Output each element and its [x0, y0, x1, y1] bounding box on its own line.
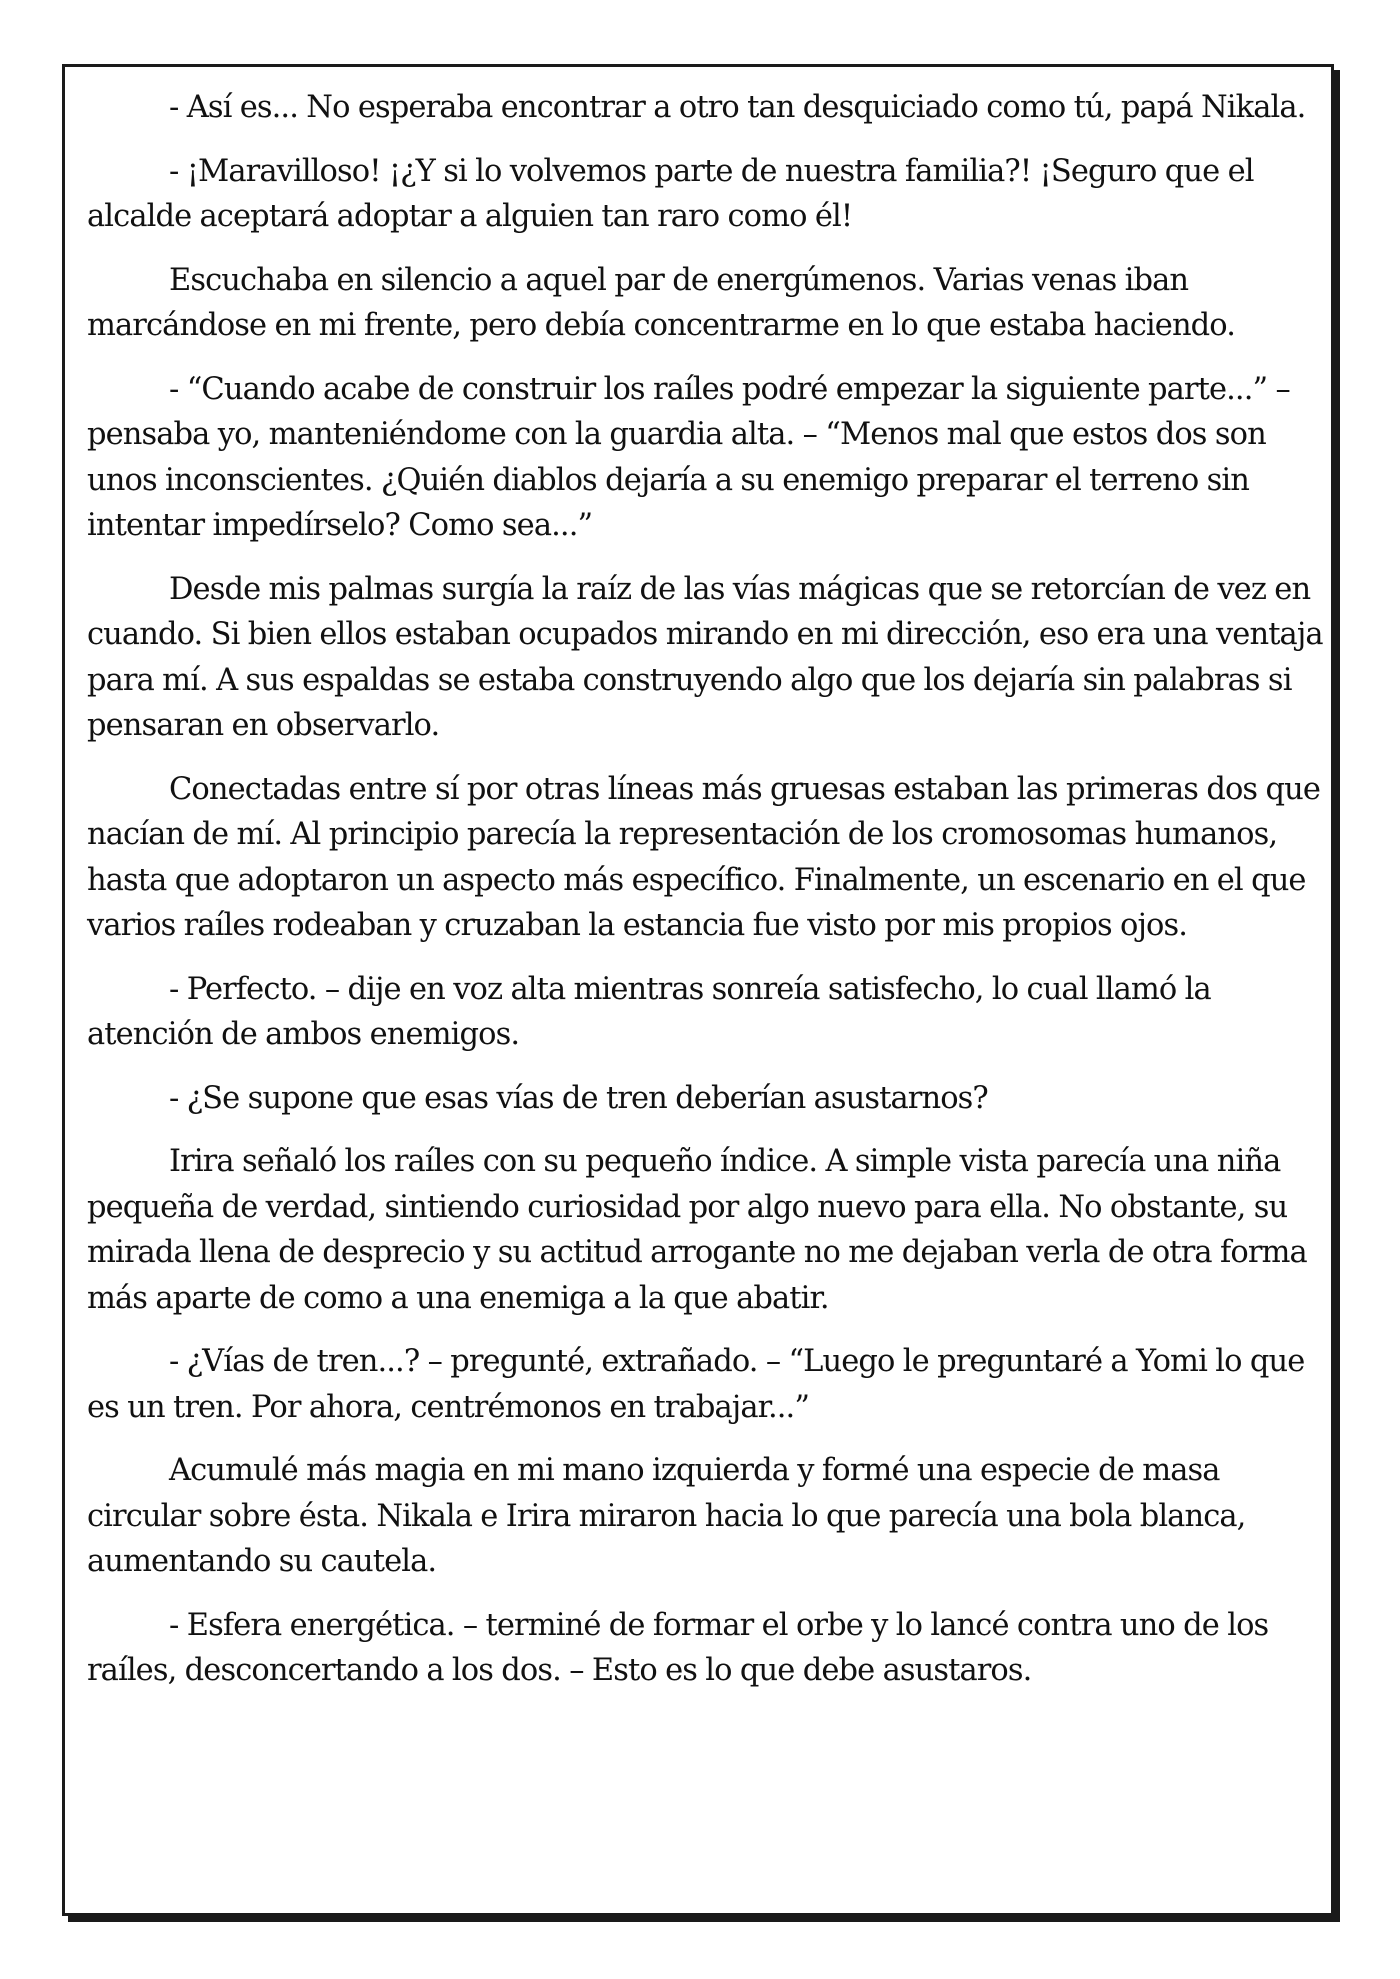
page-frame [62, 64, 1334, 1916]
document-body [87, 85, 1323, 1712]
paragraph: - ¿Vías de tren...? – pregunté, extrañado. – “Luego le preguntaré a Yomi lo que es un tren. Por ahora, centrémonos en trabajar...” [87, 1344, 1305, 1425]
paragraph: - “Cuando acabe de construir los raíles podré empezar la siguiente parte...” – pensaba yo, manteniéndome con la guardia alta. – “Menos mal que estos dos son unos inconscientes. ¿Quién diablos dejaría a su enemigo preparar el terreno sin intentar impedírselo? Como sea...” [87, 371, 1290, 543]
paragraph: Irira señaló los raíles con su pequeño índice. A simple vista parecía una niña pequeña de verdad, sintiendo curiosidad por algo nuevo para ella. No obstante, su mirada llena de desprecio y su actitud arrogante no me dejaban verla de otra forma más aparte de como a una enemiga a la que abatir. [87, 1144, 1307, 1316]
paragraph: - Esfera energética. – terminé de formar el orbe y lo lancé contra uno de los raíles, desconcertando a los dos. – Esto es lo que debe asustaros. [87, 1607, 1269, 1688]
paragraph: - Así es... No esperaba encontrar a otro tan desquiciado como tú, papá Nikala. [169, 90, 1306, 125]
paragraph: - ¿Se supone que esas vías de tren deberían asustarnos? [169, 1080, 988, 1116]
paragraph: Desde mis palmas surgía la raíz de las vías mágicas que se retorcían de vez en cuando. Si bien ellos estaban ocupados mirando en mi dirección, eso era una ventaja para mí. A sus espaldas se estaba construyendo algo que los dejaría sin palabras si pensaran en observarlo. [87, 571, 1323, 743]
paragraph: - Perfecto. – dije en voz alta mientras sonreía satisfecho, lo cual llamó la atención de ambos enemigos. [87, 971, 1211, 1052]
paragraph: Conectadas entre sí por otras líneas más gruesas estaban las primeras dos que nacían de mí. Al principio parecía la representación de los cromosomas humanos, hasta que adoptaron un aspecto más específico. Finalmente, un escenario en el que varios raíles rodeaban y cruzaban la estancia fue visto por mis propios ojos. [87, 771, 1320, 943]
paragraph: - ¡Maravilloso! ¡¿Y si lo volvemos parte de nuestra familia?! ¡Seguro que el alcalde aceptará adoptar a alguien tan raro como él! [87, 153, 1254, 234]
paragraph: Escuchaba en silencio a aquel par de energúmenos. Varias venas iban marcándose en mi frente, pero debía concentrarme en lo que estaba haciendo. [87, 262, 1236, 343]
paragraph: Acumulé más magia en mi mano izquierda y formé una especie de masa circular sobre ésta. Nikala e Irira miraron hacia lo que parecía una bola blanca, aumentando su cautela. [87, 1453, 1246, 1579]
